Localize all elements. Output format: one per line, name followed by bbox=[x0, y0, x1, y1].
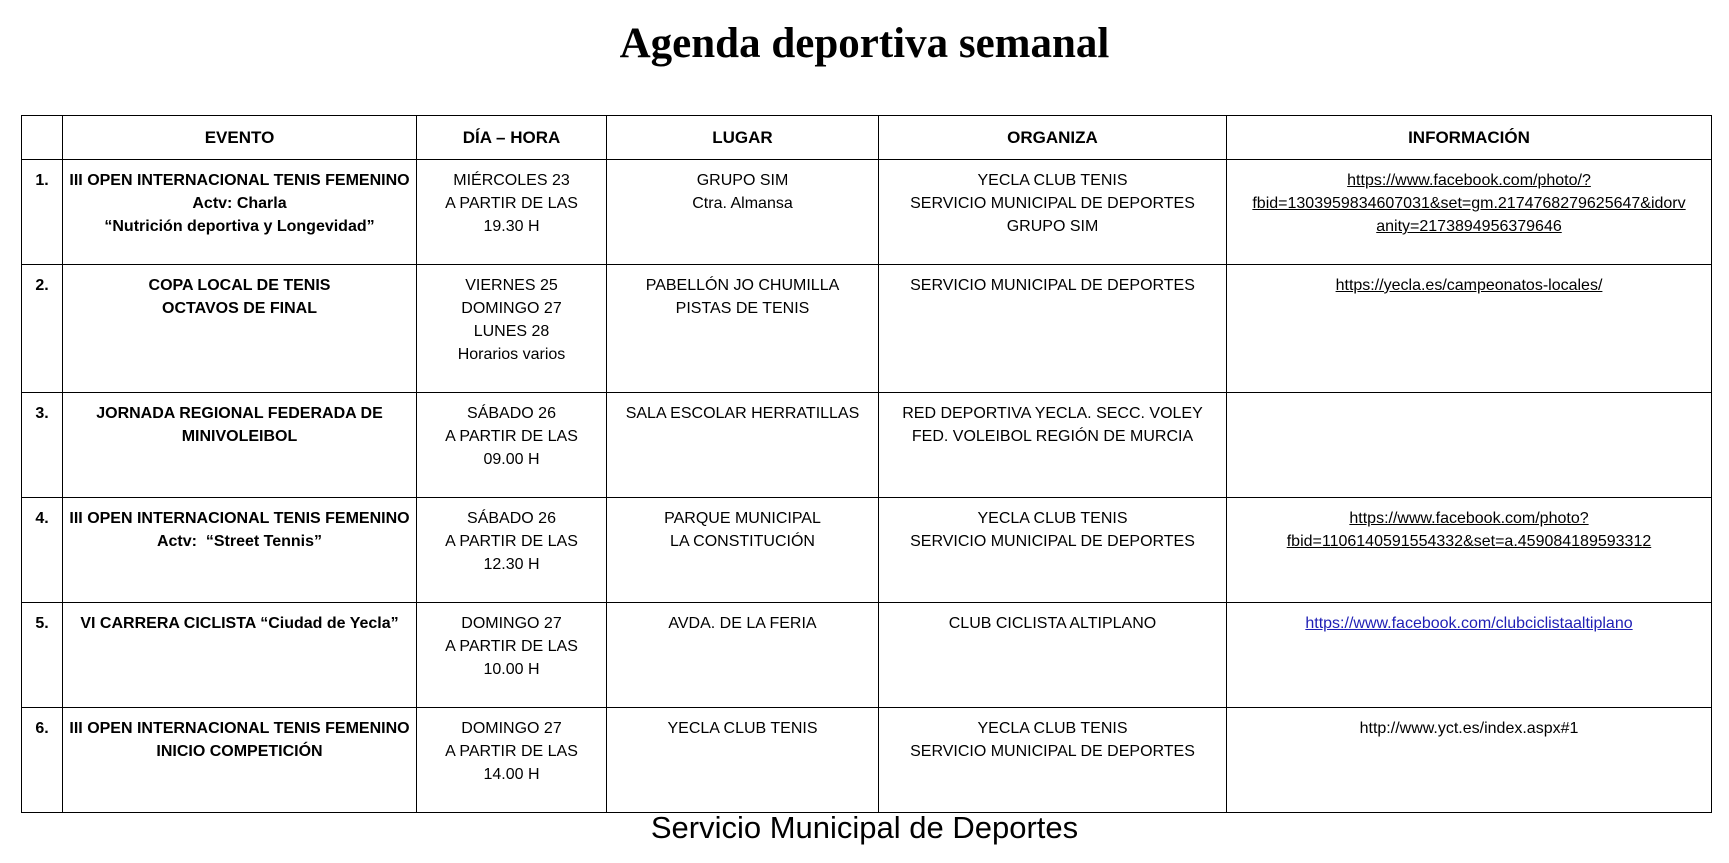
lugar-line: LA CONSTITUCIÓN bbox=[670, 533, 815, 550]
informacion-cell bbox=[1227, 708, 1712, 813]
lugar-cell bbox=[607, 160, 879, 265]
organiza-line: YECLA CLUB TENIS bbox=[977, 720, 1128, 737]
organiza-line: YECLA CLUB TENIS bbox=[977, 510, 1128, 527]
dia-hora-line: SÁBADO 26 bbox=[467, 405, 556, 422]
lugar-line: GRUPO SIM bbox=[696, 172, 789, 189]
dia-hora-cell bbox=[417, 498, 607, 603]
header-lugar: LUGAR bbox=[607, 116, 879, 160]
organiza-line: SERVICIO MUNICIPAL DE DEPORTES bbox=[910, 533, 1195, 550]
lugar-line: Ctra. Almansa bbox=[692, 195, 793, 212]
organiza-line: SERVICIO MUNICIPAL DE DEPORTES bbox=[910, 743, 1195, 760]
lugar-line: PISTAS DE TENIS bbox=[675, 300, 810, 317]
evento-line: “Nutrición deportiva y Longevidad” bbox=[104, 218, 375, 235]
dia-hora-line: SÁBADO 26 bbox=[467, 510, 556, 527]
organiza-line: RED DEPORTIVA YECLA. SECC. VOLEY bbox=[902, 405, 1203, 422]
dia-hora-line: 10.00 H bbox=[483, 661, 540, 678]
row-number: 2. bbox=[22, 265, 63, 393]
row-number: 4. bbox=[22, 498, 63, 603]
lugar-cell bbox=[607, 603, 879, 708]
evento-line: COPA LOCAL DE TENIS bbox=[148, 277, 331, 294]
info-link[interactable]: https://www.facebook.com/clubciclistaaltiplano bbox=[1305, 615, 1633, 632]
evento-cell bbox=[63, 265, 417, 393]
informacion-cell bbox=[1227, 498, 1712, 603]
dia-hora-line: A PARTIR DE LAS bbox=[445, 195, 578, 212]
table-row bbox=[22, 393, 1712, 498]
dia-hora-line: A PARTIR DE LAS bbox=[445, 533, 578, 550]
dia-hora-cell bbox=[417, 265, 607, 393]
table-row bbox=[22, 603, 1712, 708]
informacion-cell bbox=[1227, 160, 1712, 265]
evento-line: VI CARRERA CICLISTA “Ciudad de Yecla” bbox=[80, 615, 399, 632]
lugar-cell bbox=[607, 708, 879, 813]
organiza-cell bbox=[879, 498, 1227, 603]
informacion-cell bbox=[1227, 265, 1712, 393]
agenda-table bbox=[21, 115, 1712, 813]
info-link[interactable]: fbid=1106140591554332&set=a.459084189593312 bbox=[1286, 533, 1652, 550]
lugar-line: SALA ESCOLAR HERRATILLAS bbox=[625, 405, 860, 422]
table-row bbox=[22, 265, 1712, 393]
evento-cell bbox=[63, 603, 417, 708]
header-dia-hora: DÍA – HORA bbox=[417, 116, 607, 160]
info-link[interactable]: https://www.facebook.com/photo/? bbox=[1347, 172, 1591, 189]
table-header-row bbox=[22, 116, 1712, 160]
evento-line: OCTAVOS DE FINAL bbox=[162, 300, 317, 317]
evento-line: JORNADA REGIONAL FEDERADA DE bbox=[96, 405, 383, 422]
evento-line: III OPEN INTERNACIONAL TENIS FEMENINO bbox=[69, 172, 410, 189]
dia-hora-line: 12.30 H bbox=[483, 556, 540, 573]
evento-line: INICIO COMPETICIÓN bbox=[156, 743, 323, 760]
evento-line: III OPEN INTERNACIONAL TENIS FEMENINO bbox=[69, 720, 410, 737]
header-organiza: ORGANIZA bbox=[879, 116, 1227, 160]
table-row bbox=[22, 708, 1712, 813]
dia-hora-cell bbox=[417, 160, 607, 265]
evento-line: Actv: “Street Tennis” bbox=[156, 533, 323, 550]
organiza-cell bbox=[879, 708, 1227, 813]
lugar-line: PABELLÓN JO CHUMILLA bbox=[645, 277, 840, 294]
evento-cell bbox=[63, 708, 417, 813]
organiza-cell bbox=[879, 160, 1227, 265]
evento-line: III OPEN INTERNACIONAL TENIS FEMENINO bbox=[69, 510, 410, 527]
row-number: 5. bbox=[22, 603, 63, 708]
dia-hora-line: DOMINGO 27 bbox=[461, 615, 562, 632]
dia-hora-cell bbox=[417, 603, 607, 708]
table-row bbox=[22, 498, 1712, 603]
dia-hora-line: A PARTIR DE LAS bbox=[445, 638, 578, 655]
dia-hora-cell bbox=[417, 708, 607, 813]
page-title: Agenda deportiva semanal bbox=[619, 20, 1110, 67]
organiza-cell bbox=[879, 265, 1227, 393]
row-number: 6. bbox=[22, 708, 63, 813]
organiza-line: GRUPO SIM bbox=[1006, 218, 1099, 235]
footer-text: Servicio Municipal de Deportes bbox=[650, 810, 1079, 845]
dia-hora-line: 19.30 H bbox=[483, 218, 540, 235]
info-text: http://www.yct.es/index.aspx#1 bbox=[1359, 720, 1579, 737]
organiza-cell bbox=[879, 603, 1227, 708]
lugar-line: YECLA CLUB TENIS bbox=[667, 720, 818, 737]
informacion-cell bbox=[1227, 393, 1712, 498]
info-link[interactable]: https://yecla.es/campeonatos-locales/ bbox=[1335, 277, 1603, 294]
row-number: 3. bbox=[22, 393, 63, 498]
header-evento: EVENTO bbox=[63, 116, 417, 160]
dia-hora-line: DOMINGO 27 bbox=[461, 720, 562, 737]
organiza-cell bbox=[879, 393, 1227, 498]
info-link[interactable]: fbid=1303959834607031&set=gm.2174768279625647&idorv bbox=[1252, 195, 1686, 212]
informacion-cell bbox=[1227, 603, 1712, 708]
dia-hora-line: 09.00 H bbox=[483, 451, 540, 468]
lugar-cell bbox=[607, 265, 879, 393]
dia-hora-line: 14.00 H bbox=[483, 766, 540, 783]
organiza-line: CLUB CICLISTA ALTIPLANO bbox=[948, 615, 1157, 632]
organiza-line: YECLA CLUB TENIS bbox=[977, 172, 1128, 189]
evento-cell bbox=[63, 393, 417, 498]
dia-hora-line: VIERNES 25 bbox=[465, 277, 558, 294]
dia-hora-line: LUNES 28 bbox=[473, 323, 550, 340]
row-number: 1. bbox=[22, 160, 63, 265]
organiza-line: SERVICIO MUNICIPAL DE DEPORTES bbox=[910, 195, 1195, 212]
header-num bbox=[22, 116, 63, 160]
lugar-cell bbox=[607, 498, 879, 603]
table-row bbox=[22, 160, 1712, 265]
lugar-cell bbox=[607, 393, 879, 498]
lugar-line: PARQUE MUNICIPAL bbox=[664, 510, 821, 527]
lugar-line: AVDA. DE LA FERIA bbox=[668, 615, 817, 632]
info-link[interactable]: anity=2173894956379646 bbox=[1376, 218, 1562, 235]
organiza-line: SERVICIO MUNICIPAL DE DEPORTES bbox=[910, 277, 1195, 294]
header-informacion: INFORMACIÓN bbox=[1227, 116, 1712, 160]
dia-hora-line: DOMINGO 27 bbox=[461, 300, 562, 317]
dia-hora-line: Horarios varios bbox=[457, 346, 566, 363]
evento-cell bbox=[63, 498, 417, 603]
dia-hora-line: A PARTIR DE LAS bbox=[445, 428, 578, 445]
dia-hora-line: MIÉRCOLES 23 bbox=[453, 172, 570, 189]
evento-line: MINIVOLEIBOL bbox=[181, 428, 298, 445]
evento-cell bbox=[63, 160, 417, 265]
dia-hora-line: A PARTIR DE LAS bbox=[445, 743, 578, 760]
info-link[interactable]: https://www.facebook.com/photo? bbox=[1349, 510, 1589, 527]
organiza-line: FED. VOLEIBOL REGIÓN DE MURCIA bbox=[911, 428, 1194, 445]
dia-hora-cell bbox=[417, 393, 607, 498]
evento-line: Actv: Charla bbox=[192, 195, 287, 212]
